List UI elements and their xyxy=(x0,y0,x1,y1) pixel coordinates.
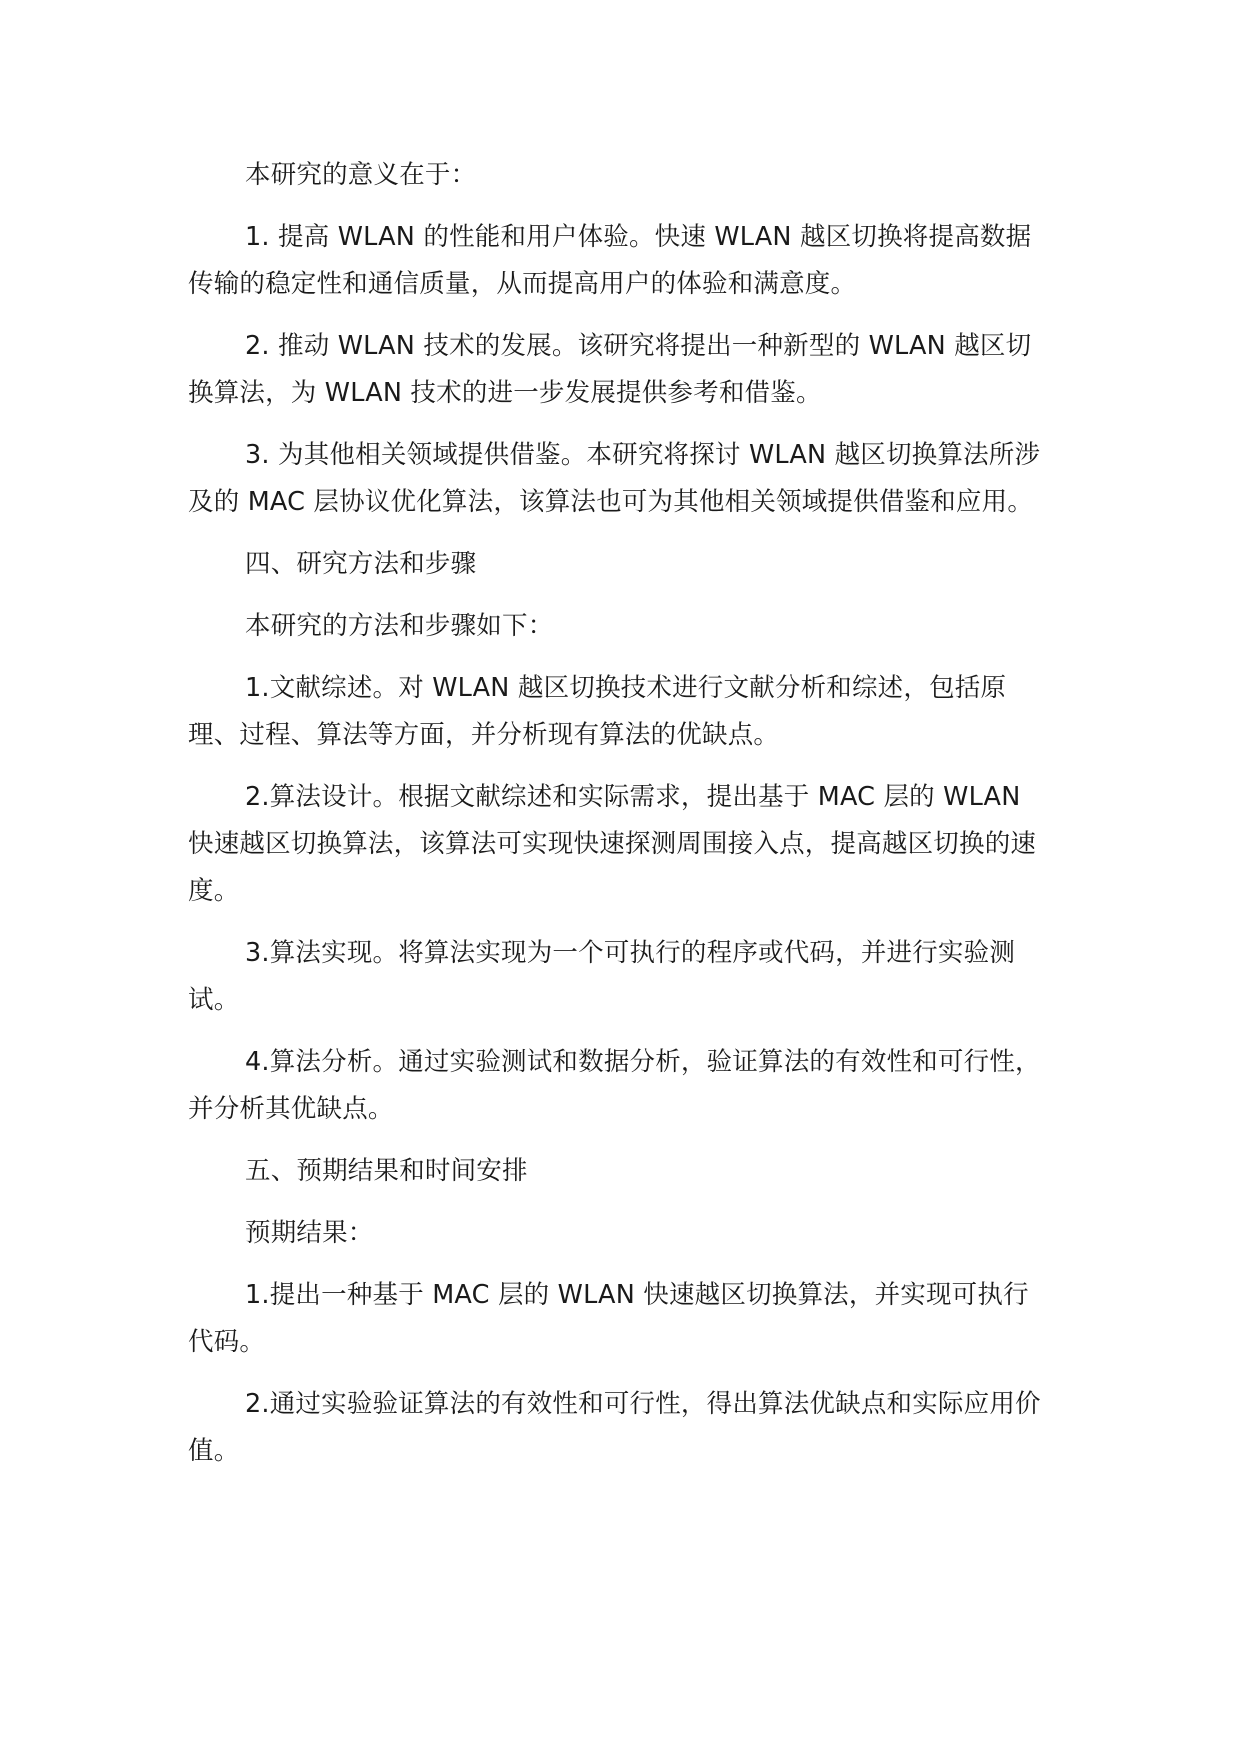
paragraph-methods-4: 4.算法分析。通过实验测试和数据分析，验证算法的有效性和可行性，并分析其优缺点。 xyxy=(188,1047,1041,1124)
paragraph-results-2: 2.通过实验验证算法的有效性和可行性，得出算法优缺点和实际应用价值。 xyxy=(188,1389,1041,1466)
paragraph-significance-1: 1. 提高 WLAN 的性能和用户体验。快速 WLAN 越区切换将提高数据传输的稳定性和通信质量，从而提高用户的体验和满意度。 xyxy=(188,222,1032,299)
paragraph-significance-intro: 本研究的意义在于： xyxy=(245,160,477,190)
paragraph-methods-1: 1.文献综述。对 WLAN 越区切换技术进行文献分析和综述，包括原理、过程、算法等方面，并分析现有算法的优缺点。 xyxy=(188,673,1007,750)
paragraph-methods-3: 3.算法实现。将算法实现为一个可执行的程序或代码，并进行实验测试。 xyxy=(188,938,1016,1015)
paragraph-methods-intro: 本研究的方法和步骤如下： xyxy=(245,611,554,641)
paragraph-results-1: 1.提出一种基于 MAC 层的 WLAN 快速越区切换算法，并实现可执行代码。 xyxy=(188,1280,1029,1357)
section-heading-methods: 四、研究方法和步骤 xyxy=(245,549,477,579)
paragraph-significance-3: 3. 为其他相关领域提供借鉴。本研究将探讨 WLAN 越区切换算法所涉及的 MAC 层协议优化算法，该算法也可为其他相关领域提供借鉴和应用。 xyxy=(188,440,1041,517)
paragraph-methods-2: 2.算法设计。根据文献综述和实际需求，提出基于 MAC 层的 WLAN 快速越区切换算法，该算法可实现快速探测周围接入点，提高越区切换的速度。 xyxy=(188,782,1037,906)
document-body xyxy=(188,152,1052,1490)
paragraph-significance-2: 2. 推动 WLAN 技术的发展。该研究将提出一种新型的 WLAN 越区切换算法，为 WLAN 技术的进一步发展提供参考和借鉴。 xyxy=(188,331,1032,408)
paragraph-results-intro: 预期结果： xyxy=(245,1218,374,1248)
section-heading-results: 五、预期结果和时间安排 xyxy=(245,1156,528,1186)
